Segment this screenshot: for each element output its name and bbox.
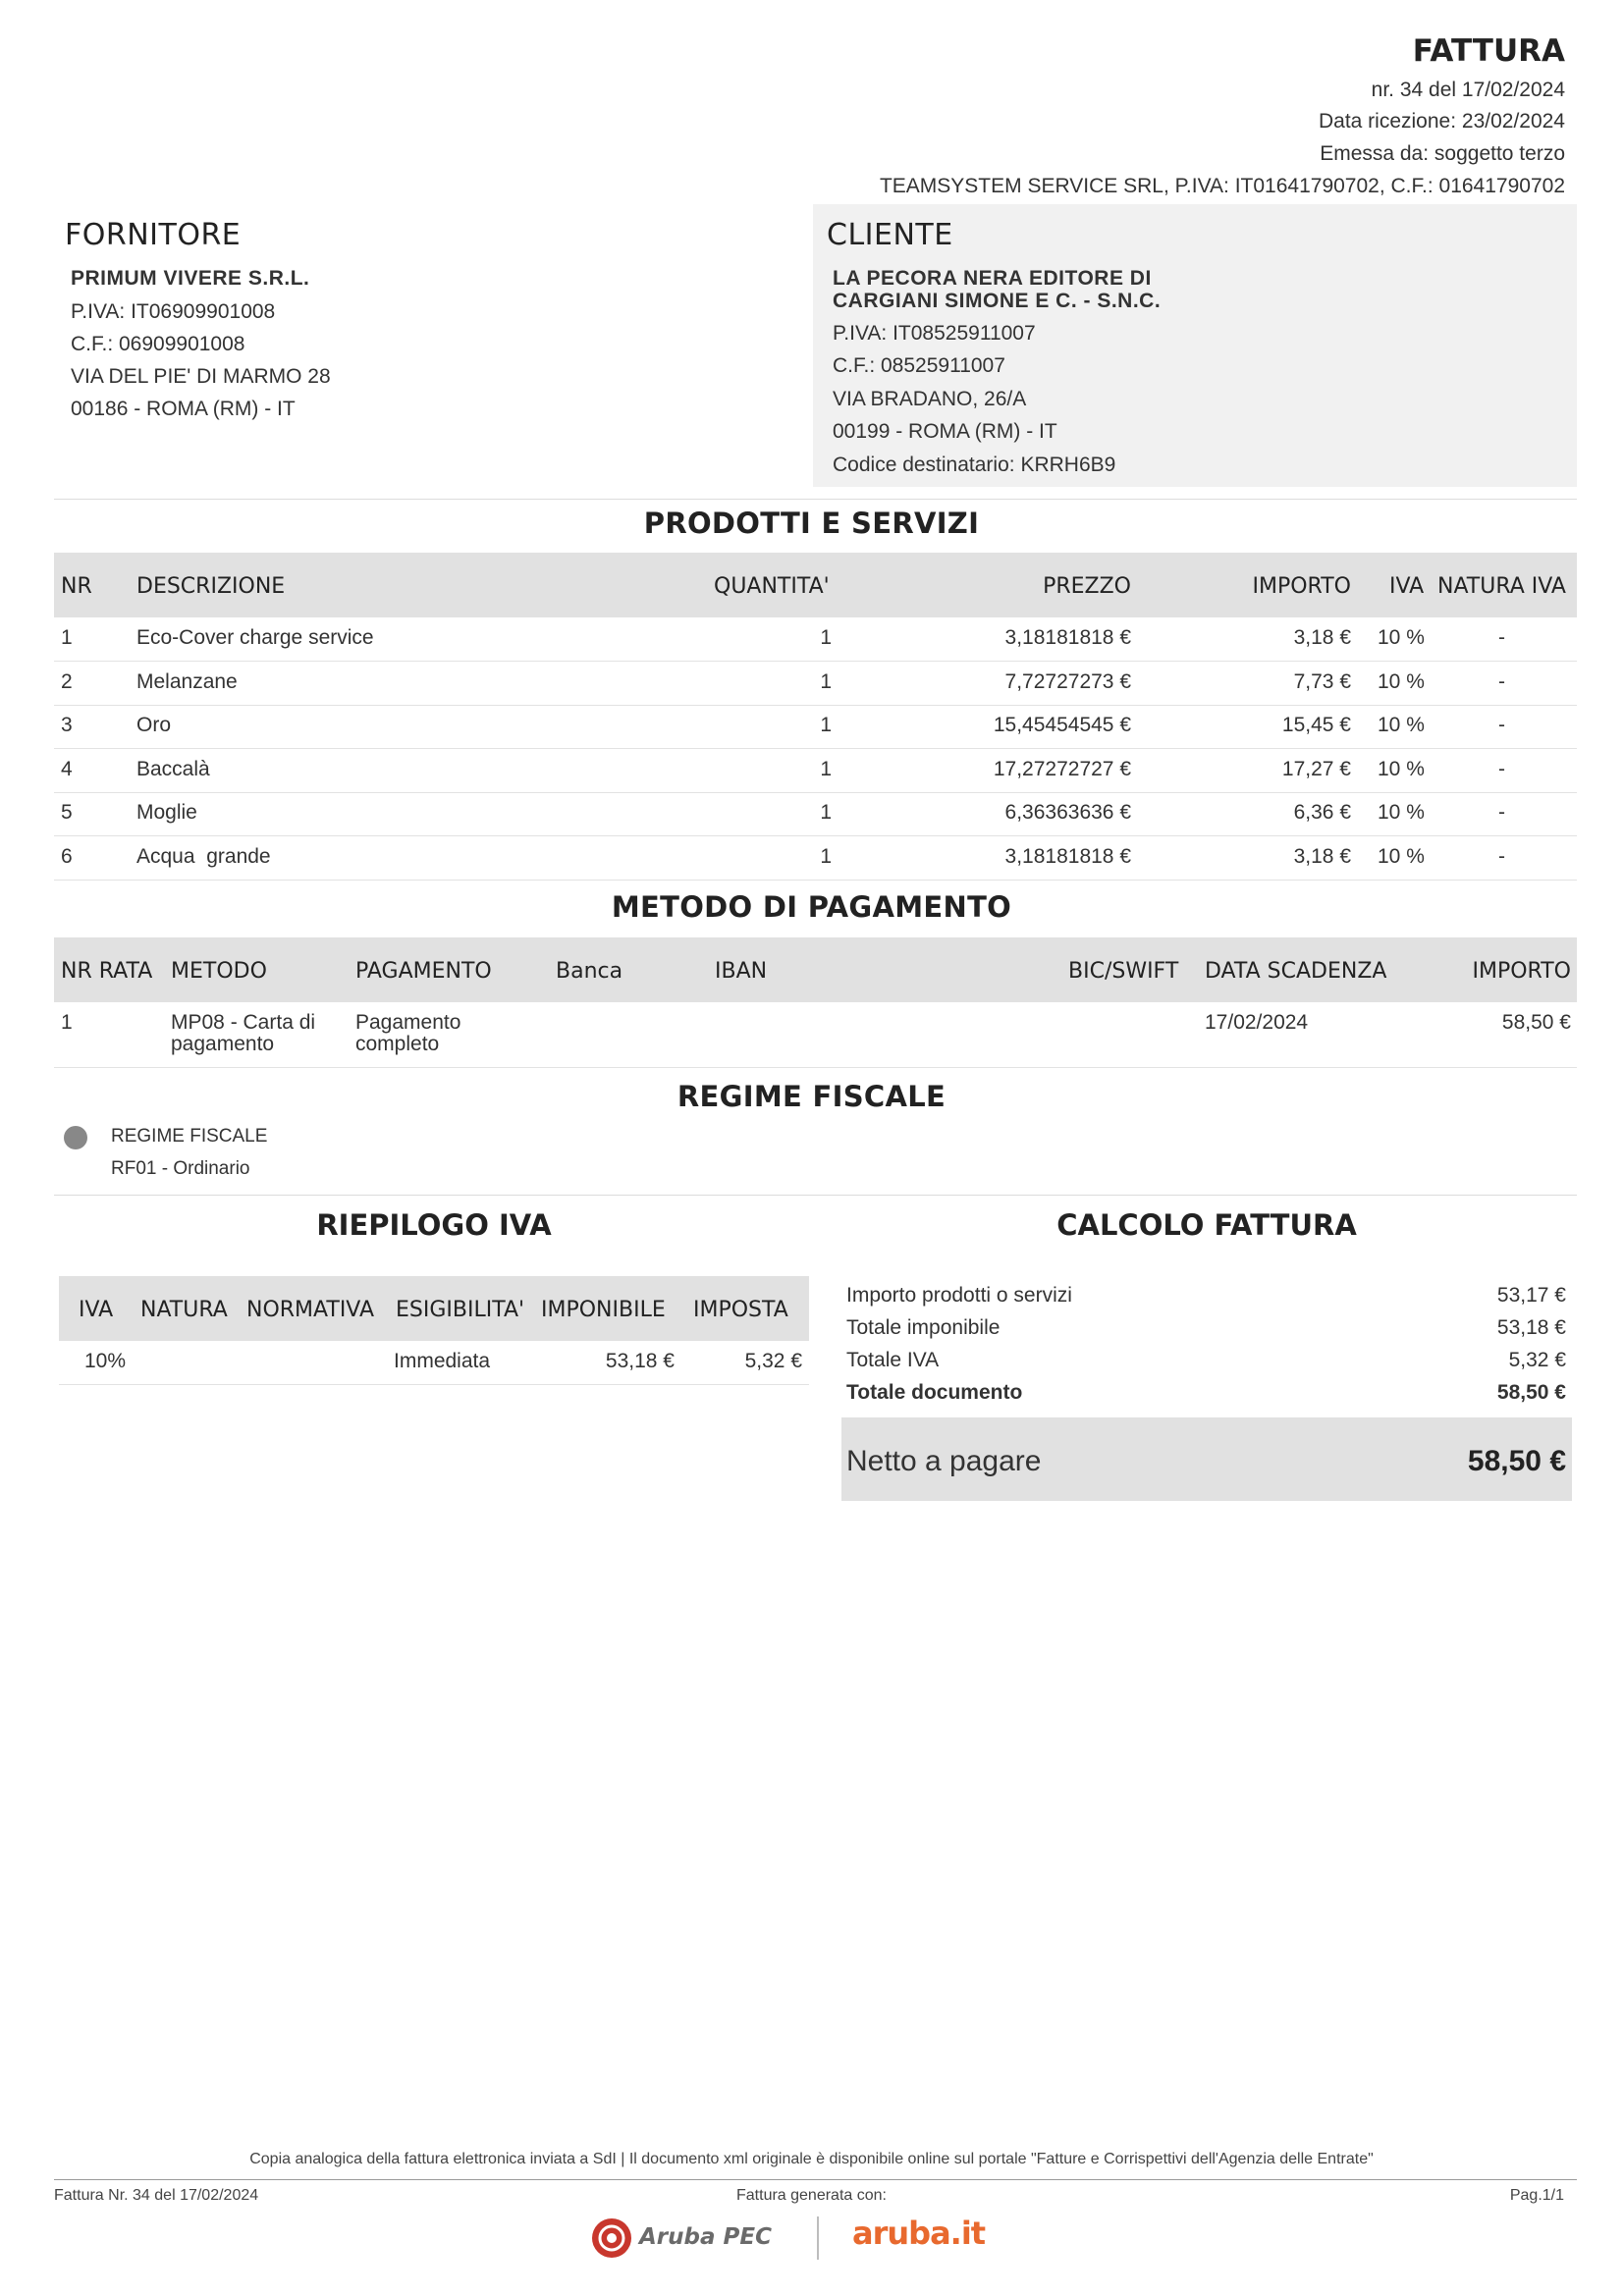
payment-metodo-line2: pagamento (171, 1033, 275, 1055)
row-descrizione: Oro (136, 714, 172, 736)
payment-title: METODO DI PAGAMENTO (611, 890, 1012, 924)
row-descrizione: Acqua grande (136, 845, 271, 868)
row-descrizione: Moglie (136, 801, 197, 824)
row-iva: 10 % (1378, 626, 1425, 649)
row-divider (54, 661, 1577, 662)
products-title: PRODOTTI E SERVIZI (643, 507, 980, 540)
logo-divider (817, 2216, 819, 2260)
col-importo-pagamento: IMPORTO (1472, 959, 1571, 984)
col-data-scadenza: DATA SCADENZA (1205, 959, 1387, 984)
col-vat-esigibilita: ESIGIBILITA' (396, 1298, 525, 1322)
supplier-cf: C.F.: 06909901008 (71, 333, 245, 355)
supplier-title: FORNITORE (65, 218, 242, 252)
document-title: FATTURA (1412, 33, 1565, 69)
row-nr: 5 (61, 801, 73, 824)
calc-label-products: Importo prodotti o servizi (846, 1284, 1072, 1307)
client-name-line1: LA PECORA NERA EDITORE DI (833, 267, 1152, 290)
col-vat-imposta: IMPOSTA (693, 1298, 788, 1322)
payment-pagamento-line2: completo (355, 1033, 440, 1055)
row-prezzo: 17,27272727 € (993, 758, 1131, 780)
supplier-address: VIA DEL PIE' DI MARMO 28 (71, 365, 331, 388)
vat-rate: 10% (84, 1350, 127, 1372)
row-nr: 3 (61, 714, 73, 736)
row-importo: 3,18 € (1293, 845, 1351, 868)
col-pagamento: PAGAMENTO (355, 959, 492, 984)
calc-label-total: Totale documento (846, 1381, 1023, 1404)
row-importo: 15,45 € (1281, 714, 1351, 736)
col-nr-rata: NR RATA (61, 959, 153, 984)
row-divider (54, 792, 1577, 793)
vat-summary-title: RIEPILOGO IVA (316, 1208, 552, 1242)
col-iva: IVA (1389, 574, 1425, 599)
tax-regime-title: REGIME FISCALE (676, 1080, 947, 1113)
third-party-issuer: TEAMSYSTEM SERVICE SRL, P.IVA: IT01641790702, C.F.: 01641790702 (879, 175, 1565, 197)
col-vat-natura: NATURA (140, 1298, 228, 1322)
row-natura: - (1498, 758, 1505, 780)
row-importo: 3,18 € (1293, 626, 1351, 649)
row-nr: 6 (61, 845, 73, 868)
row-quantita: 1 (820, 626, 832, 649)
payment-data-scadenza: 17/02/2024 (1205, 1011, 1309, 1034)
issued-by: Emessa da: soggetto terzo (1320, 142, 1565, 165)
tax-regime-value: RF01 - Ordinario (111, 1158, 250, 1179)
row-quantita: 1 (820, 714, 832, 736)
footer-generated-with: Fattura generata con: (736, 2187, 887, 2204)
invoice-number: nr. 34 del 17/02/2024 (1371, 79, 1565, 101)
row-importo: 6,36 € (1293, 801, 1351, 824)
row-iva: 10 % (1378, 845, 1425, 868)
client-cf: C.F.: 08525911007 (833, 354, 1005, 377)
row-quantita: 1 (820, 801, 832, 824)
col-bic-swift: BIC/SWIFT (1068, 959, 1179, 984)
received-date: Data ricezione: 23/02/2024 (1318, 110, 1565, 133)
row-quantita: 1 (820, 845, 832, 868)
aruba-pec-icon (590, 2216, 633, 2260)
aruba-it-logo: aruba.it (852, 2215, 986, 2252)
bullet-icon (64, 1126, 87, 1149)
client-address: VIA BRADANO, 26/A (833, 388, 1027, 410)
row-natura: - (1498, 714, 1505, 736)
client-recipient-code: Codice destinatario: KRRH6B9 (833, 454, 1116, 476)
client-piva: P.IVA: IT08525911007 (833, 322, 1036, 345)
row-prezzo: 3,18181818 € (1004, 845, 1131, 868)
calc-value-taxable: 53,18 € (1496, 1316, 1566, 1339)
row-quantita: 1 (820, 670, 832, 693)
payment-pagamento-line1: Pagamento (355, 1011, 461, 1034)
row-natura: - (1498, 670, 1505, 693)
divider (54, 1195, 1577, 1196)
row-descrizione: Melanzane (136, 670, 238, 693)
row-divider (54, 880, 1577, 881)
col-importo: IMPORTO (1252, 574, 1351, 599)
net-to-pay-label: Netto a pagare (846, 1445, 1042, 1477)
divider (54, 499, 1577, 500)
row-divider (54, 1067, 1577, 1068)
vat-esigibilita: Immediata (394, 1350, 491, 1372)
row-iva: 10 % (1378, 758, 1425, 780)
payment-metodo-line1: MP08 - Carta di (171, 1011, 316, 1034)
calc-value-products: 53,17 € (1496, 1284, 1566, 1307)
row-descrizione: Baccalà (136, 758, 210, 780)
row-natura: - (1498, 801, 1505, 824)
row-descrizione: Eco-Cover charge service (136, 626, 374, 649)
footer-invoice-ref: Fattura Nr. 34 del 17/02/2024 (54, 2187, 259, 2204)
col-vat-normativa: NORMATIVA (246, 1298, 375, 1322)
col-vat-iva: IVA (79, 1298, 114, 1322)
aruba-pec-wordmark: Aruba PEC (639, 2224, 772, 2250)
row-iva: 10 % (1378, 670, 1425, 693)
row-natura: - (1498, 626, 1505, 649)
net-to-pay-value: 58,50 € (1467, 1445, 1566, 1477)
aruba-pec-logo (590, 2216, 786, 2260)
row-natura: - (1498, 845, 1505, 868)
vat-imposta: 5,32 € (744, 1350, 802, 1372)
col-descrizione: DESCRIZIONE (136, 574, 286, 599)
invoice-calc-title: CALCOLO FATTURA (1056, 1208, 1357, 1242)
calc-value-vat: 5,32 € (1508, 1349, 1566, 1371)
row-prezzo: 6,36363636 € (1004, 801, 1131, 824)
footer-note: Copia analogica della fattura elettronica inviata a SdI | Il documento xml originale è disponibile online sul portale "Fatture e Corrispettivi dell'Agenzia delle Entrate" (249, 2151, 1374, 2167)
row-nr: 4 (61, 758, 73, 780)
footer-page: Pag.1/1 (1509, 2187, 1564, 2204)
supplier-city: 00186 - ROMA (RM) - IT (71, 398, 296, 420)
row-importo: 17,27 € (1281, 758, 1351, 780)
supplier-name: PRIMUM VIVERE S.R.L. (71, 267, 310, 290)
row-prezzo: 7,72727273 € (1004, 670, 1131, 693)
row-iva: 10 % (1378, 801, 1425, 824)
row-prezzo: 3,18181818 € (1004, 626, 1131, 649)
footer-divider (54, 2179, 1577, 2180)
col-natura-iva: NATURA IVA (1437, 574, 1566, 599)
client-title: CLIENTE (827, 218, 953, 252)
payment-importo: 58,50 € (1501, 1011, 1571, 1034)
col-metodo: METODO (171, 959, 267, 984)
row-importo: 7,73 € (1293, 670, 1351, 693)
row-divider (54, 705, 1577, 706)
calc-value-total: 58,50 € (1496, 1381, 1566, 1404)
payment-nr-rata: 1 (61, 1011, 73, 1034)
calc-label-vat: Totale IVA (846, 1349, 940, 1371)
client-city: 00199 - ROMA (RM) - IT (833, 420, 1057, 443)
col-nr: NR (61, 574, 92, 599)
calc-label-taxable: Totale imponibile (846, 1316, 1001, 1339)
col-quantita: QUANTITA' (714, 574, 830, 599)
row-prezzo: 15,45454545 € (993, 714, 1131, 736)
row-iva: 10 % (1378, 714, 1425, 736)
row-divider (54, 835, 1577, 836)
row-nr: 2 (61, 670, 73, 693)
row-quantita: 1 (820, 758, 832, 780)
col-vat-imponibile: IMPONIBILE (541, 1298, 666, 1322)
client-name-line2: CARGIANI SIMONE E C. - S.N.C. (833, 290, 1162, 312)
row-divider (59, 1384, 809, 1385)
col-banca: Banca (556, 959, 623, 984)
row-divider (54, 748, 1577, 749)
row-nr: 1 (61, 626, 73, 649)
supplier-piva: P.IVA: IT06909901008 (71, 300, 276, 323)
tax-regime-label: REGIME FISCALE (111, 1126, 268, 1147)
col-prezzo: PREZZO (1043, 574, 1131, 599)
vat-imponibile: 53,18 € (605, 1350, 675, 1372)
col-iban: IBAN (715, 959, 768, 984)
